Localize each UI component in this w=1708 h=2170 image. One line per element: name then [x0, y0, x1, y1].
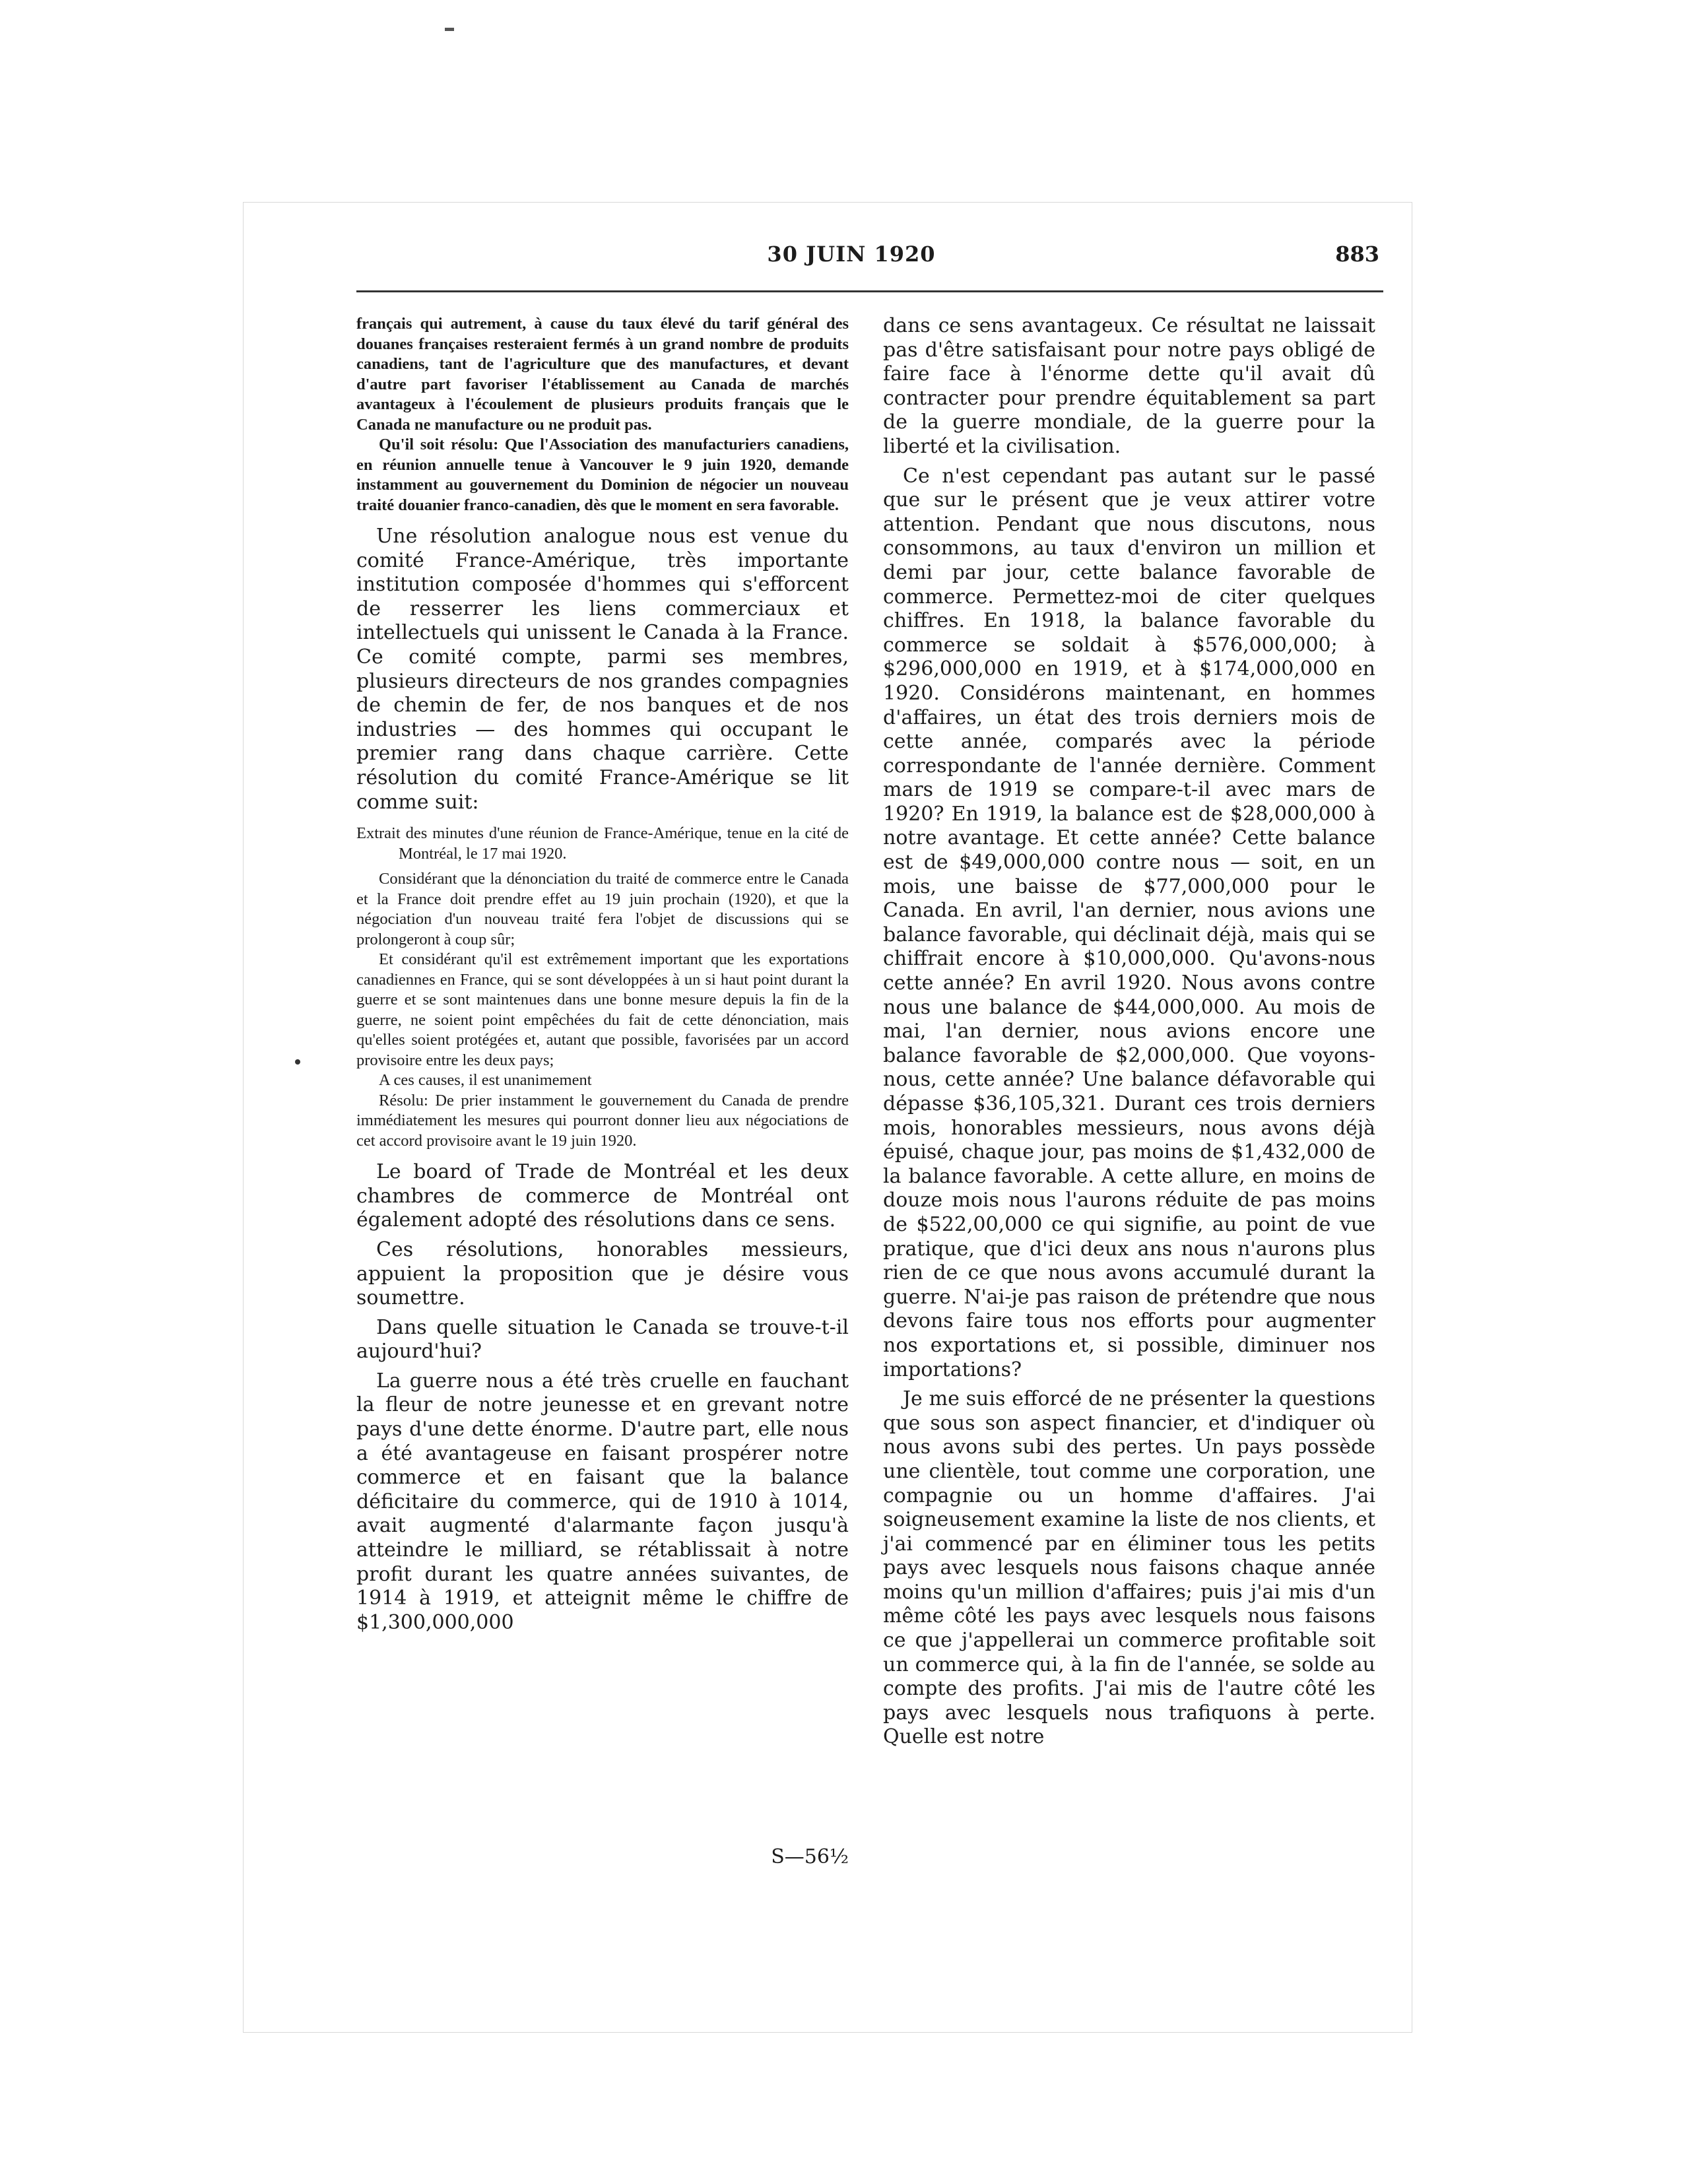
scan-mark — [445, 28, 454, 31]
header-date: 30 JUIN 1920 — [767, 242, 936, 267]
extract-paragraph: Et considérant qu'il est extrêmement important que les exportations canadiennes en France, qui se sont développées à un si haut point durant la guerre et se sont maintenues dans une bonne mesure depuis la fin de la guerre, ne soient point empêchées du fait de cette dénonciation, mais qu'elles soient protégées et, autant que possible, favorisées par un accord provisoire entre les deux pays; — [356, 950, 849, 1069]
header-rule — [356, 290, 1383, 292]
paragraph: Ces résolutions, honorables messieurs, appuient la proposition que je désire vous soumettre. — [356, 1237, 849, 1310]
extract-paragraph: Résolu: De prier instamment le gouvernement du Canada de prendre immédiatement les mesures qui pourront donner lieu aux négociations de cet accord provisoire avant le 19 juin 1920. — [356, 1091, 849, 1150]
left-column — [356, 314, 849, 1635]
paragraph: La guerre nous a été très cruelle en fauchant la fleur de notre jeunesse et en grevant notre pays d'une dette énorme. D'autre part, elle nous a été avantageuse en faisant prospérer notre commerce et en faisant que la balance déficitaire du commerce, qui de 1910 à 1014, avait augmenté d'alarmante façon jusqu'à atteindre le milliard, se rétablissait à notre profit durant les quatre années suivantes, de 1914 à 1919, et atteignit même le chiffre de $1,300,000,000 — [356, 1369, 849, 1634]
resolution-text: français qui autrement, à cause du taux élevé du tarif général des douanes françaises resteraient fermés à un grand nombre de produits canadiens, tant de l'agriculture que des manufactures, et devant d'autre part favoriser l'établissement au Canada de marchés avantageux à l'écoulement de plusieurs produits français que le Canada ne manufacture ou ne produit pas. — [356, 315, 849, 434]
resolution-clause: Qu'il soit résolu: Que l'Association des manufacturiers canadiens, en réunion annuelle tenue à Vancouver le 9 juin 1920, demande instamment au gouvernement du Dominion de négocier un nouveau traité douanier franco-canadien, dès que le moment en sera favorable. — [356, 436, 849, 514]
paragraph: Dans quelle situation le Canada se trouve-t-il aujourd'hui? — [356, 1315, 849, 1364]
scan-dot — [295, 1059, 300, 1065]
extract-paragraph: Considérant que la dénonciation du traité de commerce entre le Canada et la France doit prendre effet au 19 juin prochain (1920), et que la négociation d'un nouveau traité fera l'objet de discussions qui se prolongeront à coup sûr; — [356, 870, 849, 948]
signature-mark: S—56½ — [771, 1845, 849, 1868]
paragraph: Le board of Trade de Montréal et les deux chambres de commerce de Montréal ont également adopté des résolutions dans ce sens. — [356, 1160, 849, 1232]
paragraph: Une résolution analogue nous est venue du comité France-Amérique, très importante institution composée d'hommes qui s'efforcent de resserrer les liens commerciaux et intellectuels qui unissent le Canada à la France. Ce comité compte, parmi ses membres, plusieurs directeurs de nos grandes compagnies de chemin de fer, de nos banques et de nos industries — des hommes qui occupant le premier rang dans chaque carrière. Cette résolution du comité France-Amérique se lit comme suit: — [356, 525, 849, 814]
extract-heading: Extrait des minutes d'une réunion de France-Amérique, tenue en la cité de Montréal, le 17 mai 1920. — [356, 824, 849, 863]
paragraph: dans ce sens avantageux. Ce résultat ne laissait pas d'être satisfaisant pour notre pays obligé de faire face à l'énorme dette qu'il avait dû contracter pour prendre équitablement sa part de la guerre mondiale, de la guerre pour la liberté et la civilisation. — [883, 314, 1375, 458]
right-column — [883, 314, 1375, 1750]
page-number: 883 — [1335, 242, 1379, 267]
paragraph: Je me suis efforcé de ne présenter la questions que sous son aspect financier, et d'indiquer où nous avons subi des pertes. Un pays possède une clientèle, tout comme une corporation, une compagnie ou un homme d'affaires. J'ai soigneusement examine la liste de nos clients, et j'ai commencé par en éliminer tous les petits pays avec lesquels nous faisons chaque année moins qu'un million d'affaires; puis j'ai mis d'un même côté les pays avec lesquels nous faisons ce que j'appellerai un commerce profitable soit un commerce qui, à la fin de l'année, se solde au compte des profits. J'ai mis de l'autre côté les pays avec lesquels nous trafiquons à perte. Quelle est notre — [883, 1387, 1375, 1749]
extract-paragraph: A ces causes, il est unanimement — [379, 1071, 592, 1090]
paragraph: Ce n'est cependant pas autant sur le passé que sur le présent que je veux attirer votre attention. Pendant que nous discutons, nous consommons, au taux d'environ un million et demi par jour, cette balance favorable de commerce. Permettez-moi de citer quelques chiffres. En 1918, la balance favorable du commerce se soldait à $576,000,000; à $296,000,000 en 1919, et à $174,000,000 en 1920. Considérons maintenant, en hommes d'affaires, un état des trois derniers mois de cette année, comparés avec la période correspondante de l'année dernière. Comment mars de 1919 se compare-t-il avec mars de 1920? En 1919, la balance est de $28,000,000 à notre avantage. Et cette année? Cette balance est de $49,000,000 contre nous — soit, en un mois, une baisse de $77,000,000 pour le Canada. En avril, l'an dernier, nous avions une balance favorable, qui déclinait déjà, mais qui se chiffrait encore à $10,000,000. Qu'avons-nous cette année? En avril 1920. Nous avons contre nous une balance de $44,000,000. Au mois de mai, l'an dernier, nous avions encore une balance favorable de $2,000,000. Que voyons-nous, cette année? Une balance défavorable qui dépasse $36,105,321. Durant ces trois derniers mois, honorables messieurs, nous avons déjà épuisé, chaque jour, pas moins de $1,432,000 de la balance favorable. A cette allure, en moins de douze mois nous l'aurons réduite de pas moins de $522,00,000 ce qui signifie, au point de vue pratique, que d'ici deux ans nous n'aurons plus rien de ce que nous avons accumulé durant la guerre. N'ai-je pas raison de prétendre que nous devons faire tous nos efforts pour augmenter nos exportations et, si possible, diminuer nos importations? — [883, 464, 1375, 1381]
